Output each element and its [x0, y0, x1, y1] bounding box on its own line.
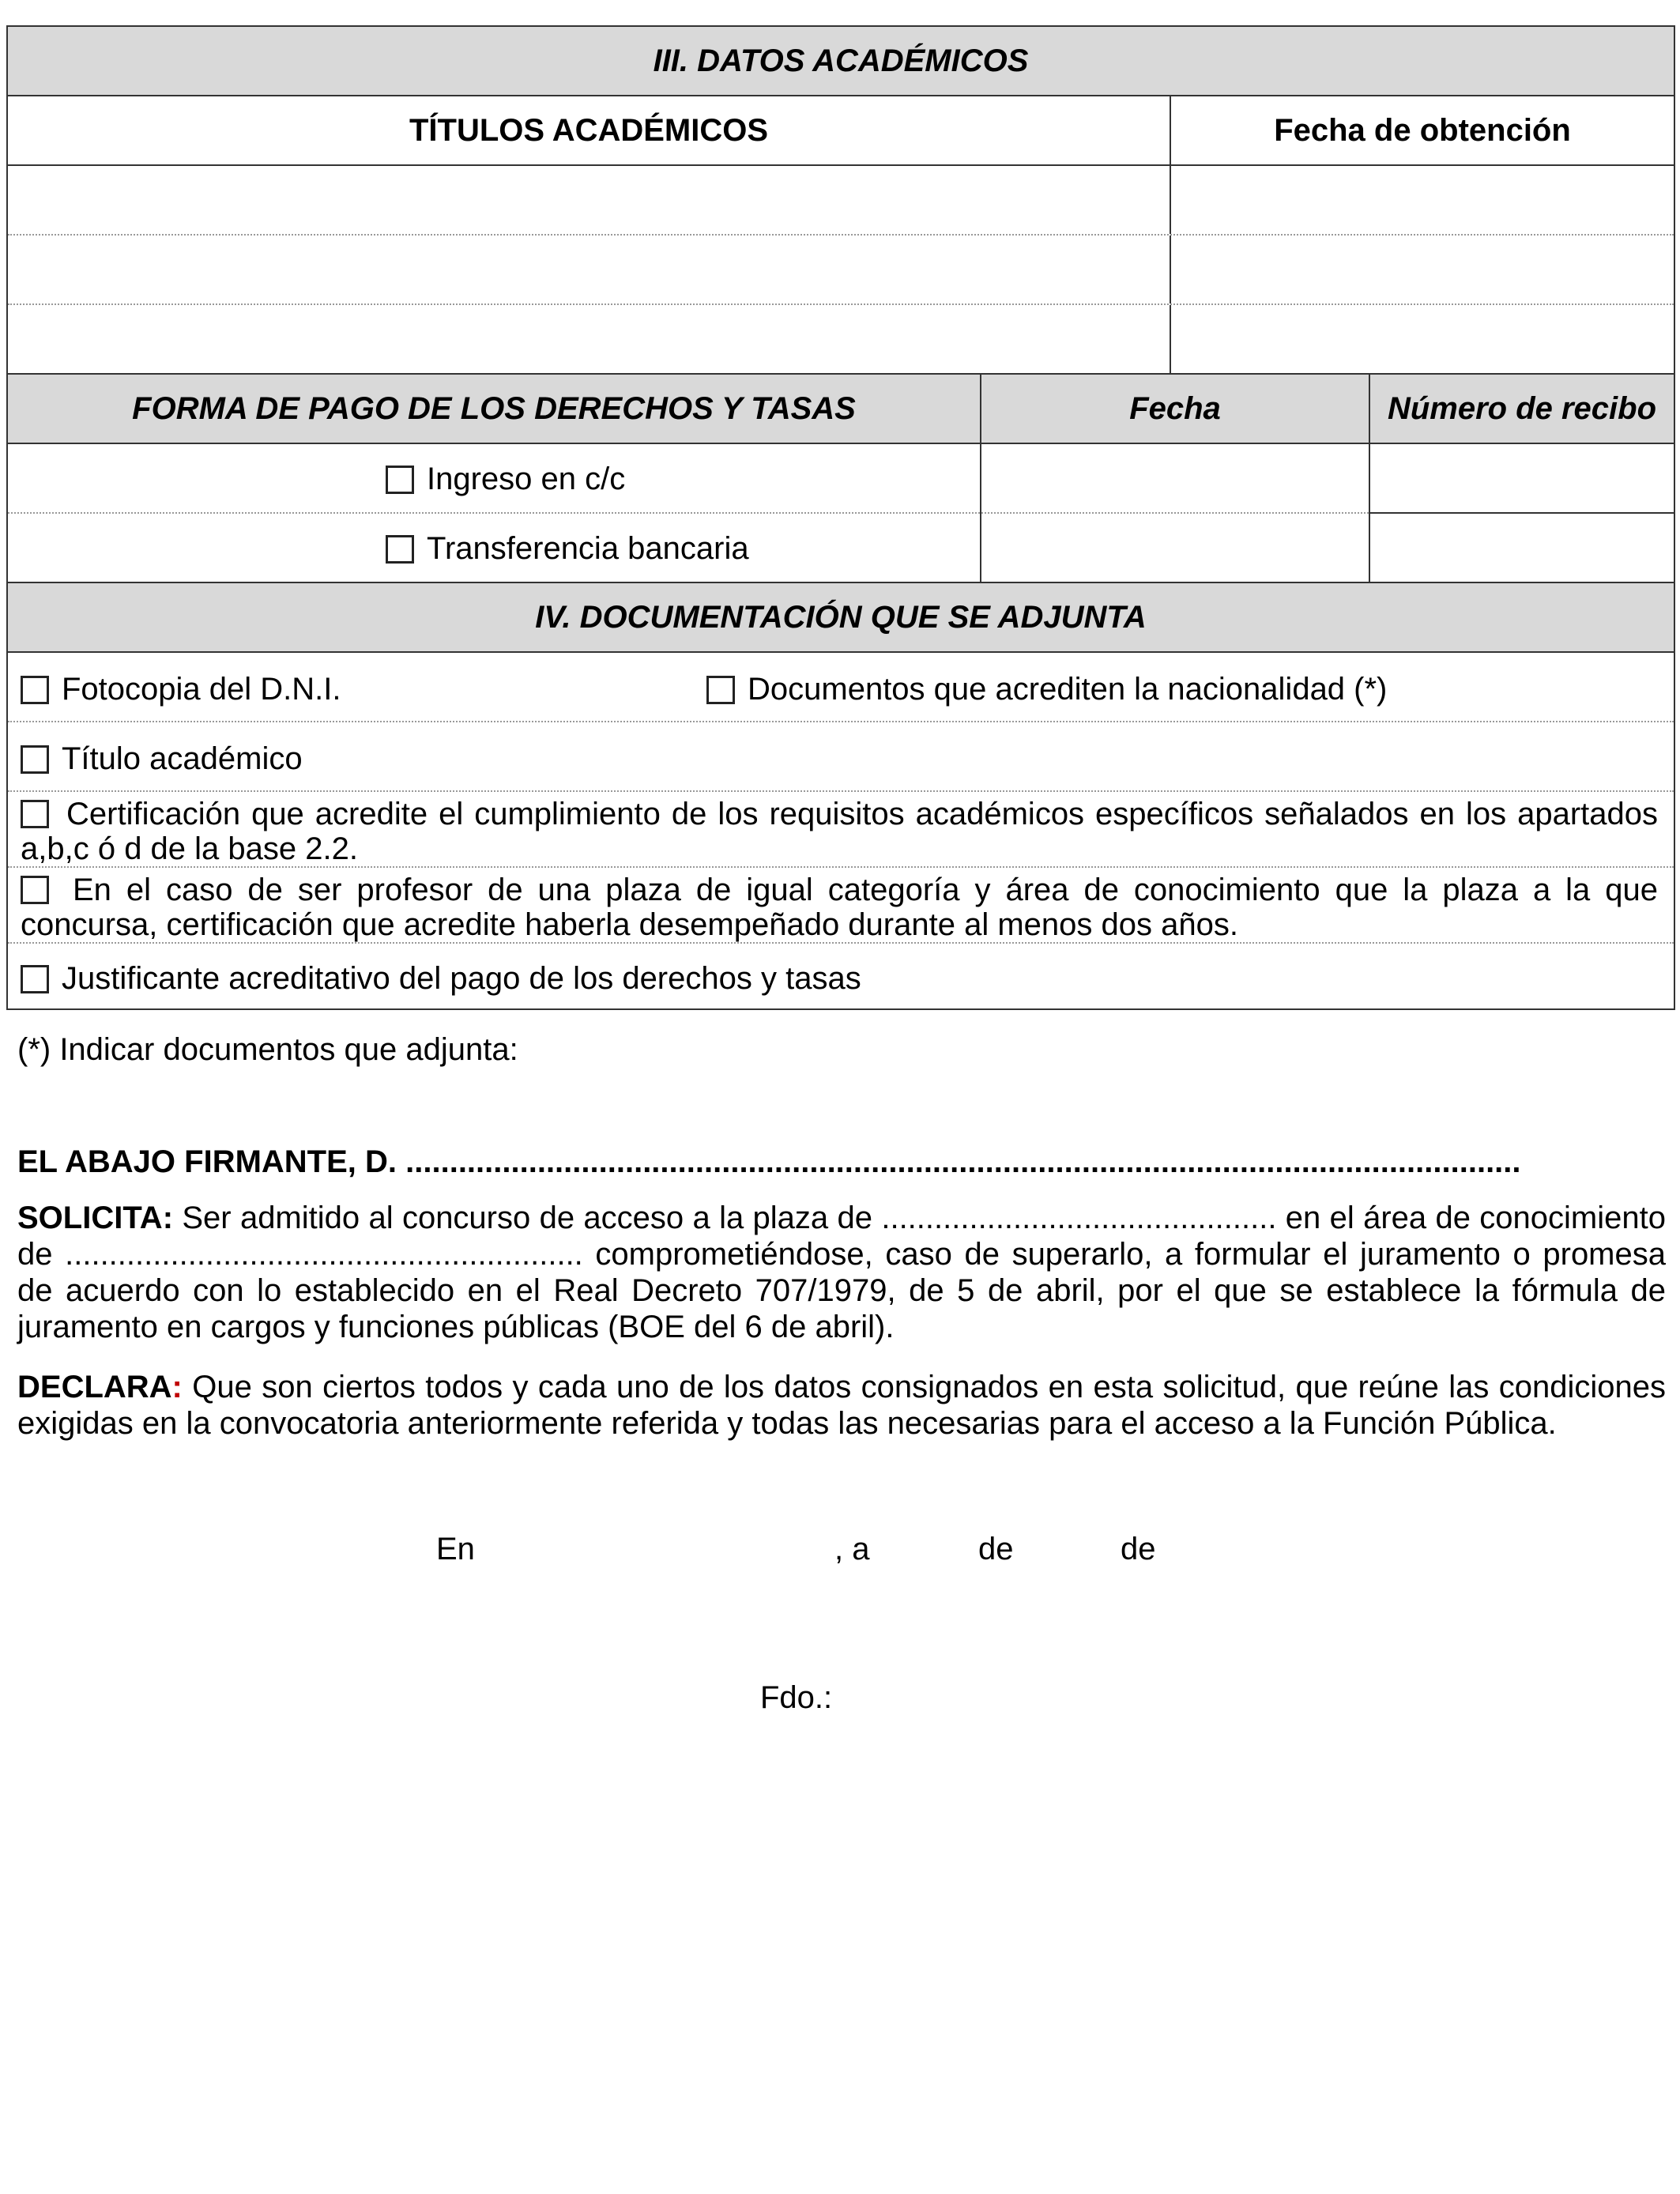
doc-row [8, 866, 1674, 942]
doc-nacionalidad-option[interactable] [706, 672, 1387, 707]
transferencia-checkbox[interactable] [386, 535, 414, 564]
doc-certificacion-option[interactable] [21, 797, 1658, 866]
footnote: (*) Indicar documentos que adjunta: [17, 1032, 518, 1067]
section3-title: III. DATOS ACADÉMICOS [653, 43, 1029, 78]
transferencia-option[interactable] [386, 531, 749, 567]
payment-options-block [8, 443, 1674, 582]
fecha-obtencion-field[interactable] [1170, 236, 1674, 303]
form-table [6, 25, 1675, 1010]
doc-justificante-option[interactable] [21, 961, 861, 997]
doc-profesor-label: En el caso de ser profesor de una plaza de igual categoría y área de conocimiento que la plaza a la que concursa, certificación que acredite haberla desempeñado durante al menos dos años. [21, 873, 1658, 942]
payment-fecha-header-cell [980, 375, 1369, 443]
doc-dni-label: Fotocopia del D.N.I. [62, 672, 341, 707]
payment-header: FORMA DE PAGO DE LOS DERECHOS Y TASAS [132, 390, 856, 426]
section3-header [8, 27, 1674, 95]
doc-nacionalidad-checkbox[interactable] [706, 676, 735, 704]
titulos-header-row [8, 95, 1674, 164]
payment-header-row [8, 373, 1674, 443]
titulos-header-cell [8, 96, 1170, 164]
payment-recibo-field[interactable] [1369, 444, 1674, 582]
doc-titulo-option[interactable] [21, 741, 303, 777]
solicita-paragraph [17, 1200, 1666, 1345]
titulos-header: TÍTULOS ACADÉMICOS [409, 112, 769, 148]
titulo-entry-row[interactable] [8, 234, 1674, 303]
titulo-field[interactable] [8, 305, 1170, 373]
titulo-field[interactable] [8, 166, 1170, 234]
payment-fecha-header: Fecha [1129, 390, 1221, 426]
divider [8, 512, 980, 514]
firmante-line: EL ABAJO FIRMANTE, D. ............................................................................................................................... [17, 1144, 1521, 1179]
fecha-obtencion-field[interactable] [1170, 166, 1674, 234]
solicita-text: Ser admitido al concurso de acceso a la plaza de ............................................. en el área de conocimiento de ........................................................... comprometiéndose, caso de superarlo, a formular el juramento o promesa de acuerdo con lo establecido en el Real Decreto 707/1979, de 5 de abril, por el que se establece la fórmula de juramento en cargos y funciones públicas (BOE del 6 de abril). [17, 1201, 1666, 1344]
payment-recibo-header: Número de recibo [1387, 390, 1657, 426]
doc-row [8, 790, 1674, 866]
date-de-2: de [1121, 1532, 1156, 1566]
fecha-obtencion-field[interactable] [1170, 305, 1674, 373]
ingreso-checkbox[interactable] [386, 466, 414, 494]
doc-row [8, 721, 1674, 790]
date-de-1: de [978, 1532, 1014, 1566]
titulo-entry-row[interactable] [8, 164, 1674, 234]
divider [981, 512, 1369, 514]
ingreso-option[interactable] [386, 462, 625, 497]
payment-header-cell [8, 375, 980, 443]
place-en: En [436, 1532, 475, 1566]
payment-recibo-header-cell [1369, 375, 1674, 443]
declara-text: Que son ciertos todos y cada uno de los datos consignados en esta solicitud, que reúne las condiciones exigidas en la convocatoria anteriormente referida y todas las necesarias para el acceso a la Función Pública. [17, 1370, 1666, 1441]
doc-profesor-option[interactable] [21, 873, 1658, 942]
doc-profesor-checkbox[interactable] [21, 876, 49, 904]
signature-label: Fdo.: [760, 1680, 833, 1715]
titulo-entry-row[interactable] [8, 303, 1674, 373]
doc-row [8, 942, 1674, 1008]
fecha-obtencion-header-cell [1170, 96, 1674, 164]
payment-fecha-field[interactable] [980, 444, 1369, 582]
doc-certificacion-checkbox[interactable] [21, 800, 49, 828]
declara-paragraph [17, 1369, 1666, 1442]
section4-title: IV. DOCUMENTACIÓN QUE SE ADJUNTA [535, 599, 1147, 635]
doc-titulo-checkbox[interactable] [21, 745, 49, 774]
fecha-obtencion-header: Fecha de obtención [1274, 112, 1571, 148]
payment-options-cell [8, 444, 980, 582]
doc-dni-checkbox[interactable] [21, 676, 49, 704]
divider [1370, 512, 1674, 514]
place-a: , a [834, 1532, 870, 1566]
transferencia-label: Transferencia bancaria [427, 531, 749, 566]
declara-label: DECLARA [17, 1370, 172, 1404]
doc-row [8, 651, 1674, 721]
doc-justificante-checkbox[interactable] [21, 965, 49, 993]
declara-colon: : [171, 1370, 183, 1404]
section4-header [8, 582, 1674, 651]
ingreso-label: Ingreso en c/c [427, 462, 626, 496]
solicita-label: SOLICITA: [17, 1201, 174, 1235]
doc-dni-option[interactable] [21, 672, 341, 707]
doc-certificacion-label: Certificación que acredite el cumplimiento de los requisitos académicos específicos señalados en los apartados a,b,c ó d de la base 2.2. [21, 797, 1658, 866]
titulo-field[interactable] [8, 236, 1170, 303]
doc-nacionalidad-label: Documentos que acrediten la nacionalidad (*) [748, 672, 1388, 707]
doc-titulo-label: Título académico [62, 741, 303, 776]
doc-justificante-label: Justificante acreditativo del pago de los derechos y tasas [62, 961, 861, 996]
